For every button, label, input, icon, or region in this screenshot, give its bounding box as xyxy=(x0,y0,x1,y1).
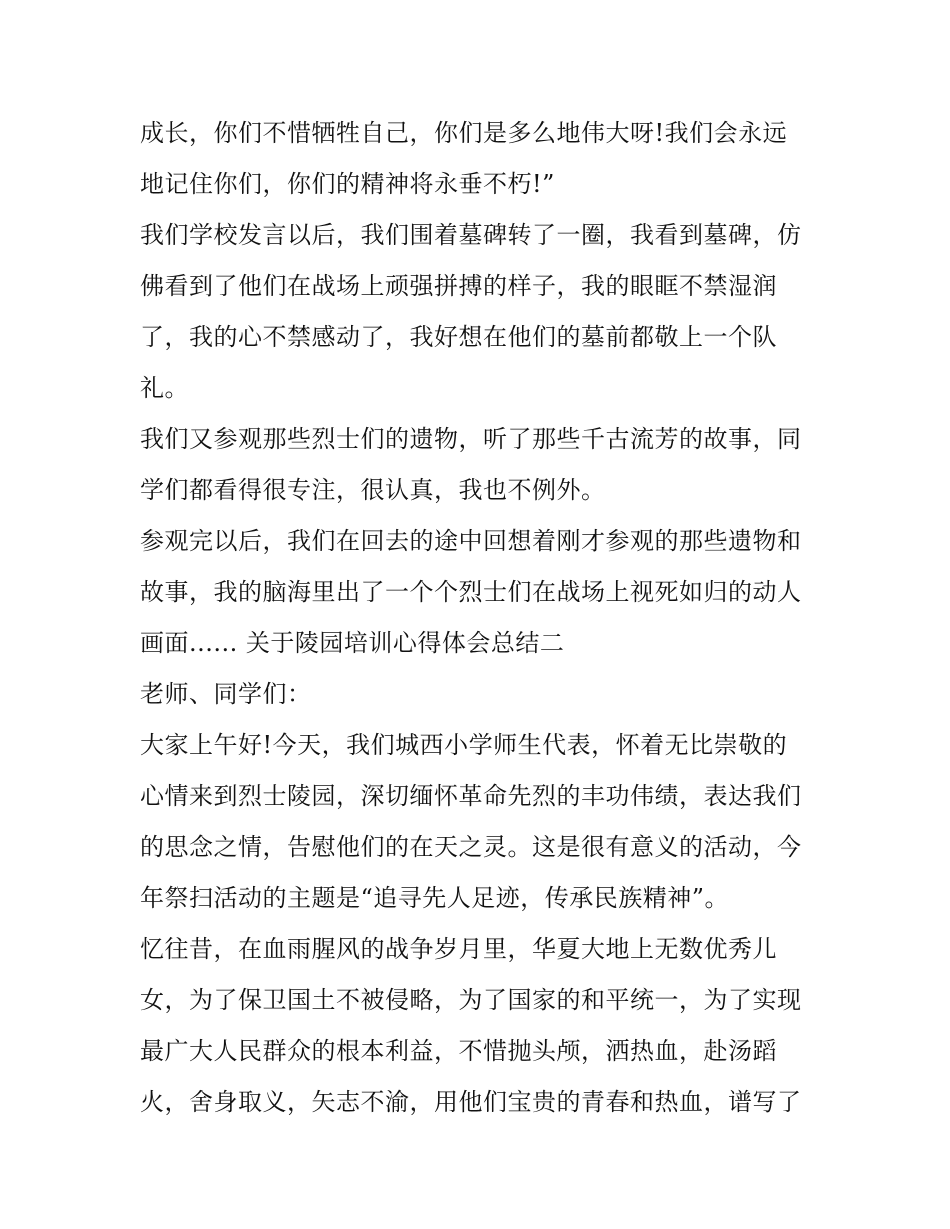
text-line: 参观完以后，我们在回去的途中回想着刚才参观的那些遗物和 xyxy=(140,527,802,555)
text-line: 我们又参观那些烈士们的遗物，听了那些千古流芳的故事，同 xyxy=(140,425,802,453)
text-line: 学们都看得很专注，很认真，我也不例外。 xyxy=(140,476,606,504)
text-line: 佛看到了他们在战场上顽强拼搏的样子，我的眼眶不禁湿润 xyxy=(140,272,777,300)
text-line: 老师、同学们： xyxy=(140,680,312,708)
text-line: 画面...... 关于陵园培训心得体会总结二 xyxy=(140,629,565,657)
text-line: 故事，我的脑海里出了一个个烈士们在战场上视死如归的动人 xyxy=(140,578,802,606)
text-line: 大家上午好!今天，我们城西小学师生代表，怀着无比崇敬的 xyxy=(140,731,788,759)
text-line: 女，为了保卫国土不被侵略，为了国家的和平统一，为了实现 xyxy=(140,986,802,1014)
text-line: 最广大人民群众的根本利益，不惜抛头颅，洒热血，赴汤蹈 xyxy=(140,1037,777,1065)
text-line: 了，我的心不禁感动了，我好想在他们的墓前都敬上一个队 xyxy=(140,323,777,351)
text-line: 地记住你们，你们的精神将永垂不朽!” xyxy=(140,170,555,198)
text-line: 的思念之情，告慰他们的在天之灵。这是很有意义的活动，今 xyxy=(140,833,802,861)
text-line: 我们学校发言以后，我们围着墓碑转了一圈，我看到墓碑，仿 xyxy=(140,221,802,249)
text-line: 火，舍身取义，矢志不渝，用他们宝贵的青春和热血，谱写了 xyxy=(140,1088,802,1116)
document-body xyxy=(140,108,820,1128)
text-line: 成长，你们不惜牺牲自己，你们是多么地伟大呀!我们会永远 xyxy=(140,119,788,147)
text-line: 礼。 xyxy=(140,374,189,402)
text-line: 忆往昔，在血雨腥风的战争岁月里，华夏大地上无数优秀儿 xyxy=(140,935,777,963)
text-line: 心情来到烈士陵园，深切缅怀革命先烈的丰功伟绩，表达我们 xyxy=(140,782,802,810)
text-line: 年祭扫活动的主题是“追寻先人足迹，传承民族精神”。 xyxy=(140,884,730,912)
